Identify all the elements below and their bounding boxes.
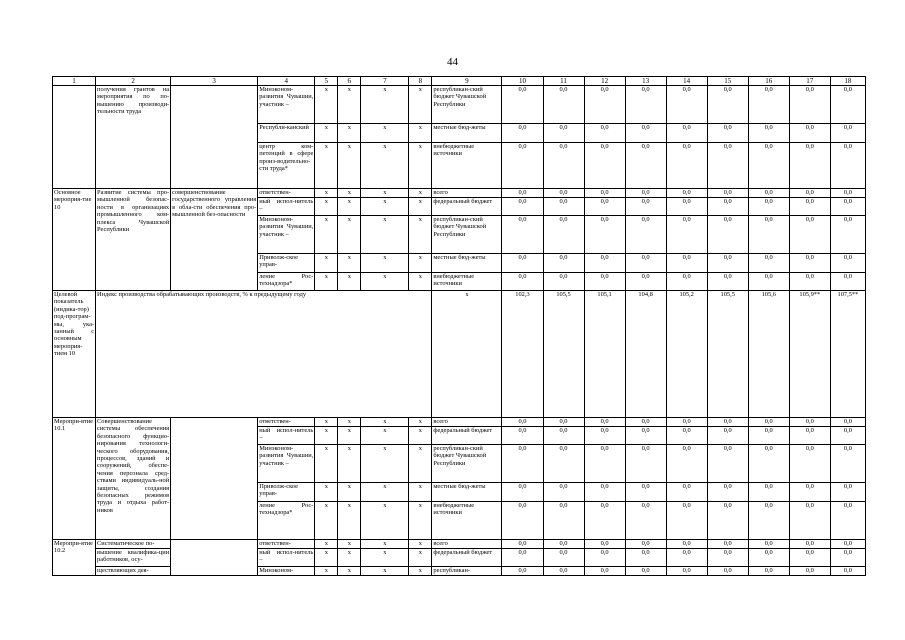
- value-cell: 0,0: [707, 483, 748, 502]
- x-cell: х: [361, 198, 409, 216]
- value-cell: 0,0: [625, 124, 666, 143]
- value-cell: 0,0: [830, 427, 865, 445]
- source-cell: внебюджетные источники: [432, 502, 502, 540]
- x-cell: х: [361, 540, 409, 549]
- cell-empty: [171, 540, 258, 576]
- x-cell: х: [315, 549, 338, 567]
- value-cell: 0,0: [584, 483, 625, 502]
- executor-cell: ответствен-: [258, 540, 315, 549]
- value-cell: 0,0: [748, 124, 789, 143]
- value-cell: 0,0: [707, 540, 748, 549]
- x-cell: х: [338, 549, 361, 567]
- header-cell: 12: [584, 77, 625, 86]
- value-cell: 0,0: [584, 502, 625, 540]
- value-cell: 0,0: [543, 445, 584, 483]
- indicator-value: 104,8: [625, 291, 666, 418]
- header-cell: 3: [171, 77, 258, 86]
- indicator-value: 105,1: [584, 291, 625, 418]
- header-cell: 4: [258, 77, 315, 86]
- x-cell: х: [409, 273, 432, 291]
- value-cell: 0,0: [543, 549, 584, 567]
- value-cell: 0,0: [584, 143, 625, 189]
- value-cell: 0,0: [543, 540, 584, 549]
- source-cell: всего: [432, 418, 502, 427]
- x-cell: х: [361, 254, 409, 273]
- x-cell: х: [338, 418, 361, 427]
- value-cell: 0,0: [789, 254, 830, 273]
- value-cell: 0,0: [707, 273, 748, 291]
- source-cell: местные бюд-жеты: [432, 483, 502, 502]
- value-cell: 0,0: [543, 483, 584, 502]
- executor-cell: центр ком-петенций в сфере произ-водительно-сти труда*: [258, 143, 315, 189]
- value-cell: 0,0: [543, 189, 584, 198]
- indicator-value: 105,6: [748, 291, 789, 418]
- value-cell: 0,0: [502, 549, 543, 567]
- x-cell: х: [409, 124, 432, 143]
- value-cell: 0,0: [625, 143, 666, 189]
- indicator-value: 105,9**: [789, 291, 830, 418]
- indicator-value: 105,5: [543, 291, 584, 418]
- value-cell: 0,0: [625, 216, 666, 254]
- value-cell: 0,0: [707, 198, 748, 216]
- x-cell: х: [361, 124, 409, 143]
- value-cell: 0,0: [748, 427, 789, 445]
- value-cell: 0,0: [707, 189, 748, 198]
- value-cell: 0,0: [666, 198, 707, 216]
- value-cell: 0,0: [830, 124, 865, 143]
- value-cell: 0,0: [584, 418, 625, 427]
- cell-empty: [171, 86, 258, 189]
- x-cell: х: [409, 427, 432, 445]
- executor-cell: ный испол-нитель –: [258, 549, 315, 567]
- header-row: [53, 77, 866, 86]
- value-cell: 0,0: [748, 418, 789, 427]
- x-cell: х: [315, 198, 338, 216]
- x-cell: х: [409, 540, 432, 549]
- value-cell: 0,0: [789, 483, 830, 502]
- value-cell: 0,0: [748, 549, 789, 567]
- value-cell: 0,0: [666, 427, 707, 445]
- value-cell: 0,0: [502, 502, 543, 540]
- header-cell: 13: [625, 77, 666, 86]
- value-cell: 0,0: [625, 86, 666, 124]
- value-cell: 0,0: [584, 549, 625, 567]
- value-cell: 0,0: [543, 198, 584, 216]
- x-cell: х: [338, 540, 361, 549]
- value-cell: 0,0: [543, 427, 584, 445]
- value-cell: 0,0: [748, 198, 789, 216]
- value-cell: 0,0: [666, 567, 707, 576]
- value-cell: 0,0: [502, 540, 543, 549]
- measure-code: Меропри-ятие 10.2: [53, 540, 96, 576]
- page-number: 44: [447, 56, 458, 68]
- value-cell: 0,0: [707, 124, 748, 143]
- source-cell: внебюджетные источники: [432, 143, 502, 189]
- header-cell: 9: [432, 77, 502, 86]
- value-cell: 0,0: [789, 124, 830, 143]
- value-cell: 0,0: [830, 86, 865, 124]
- x-cell: х: [338, 189, 361, 198]
- x-cell: х: [315, 502, 338, 540]
- value-cell: 0,0: [830, 549, 865, 567]
- source-cell: федеральный бюджет: [432, 198, 502, 216]
- program-table: [52, 76, 866, 576]
- measure-task: совершенствование государственного управления в обла-сти обеспечения про-мышленной без-опасности: [171, 189, 258, 291]
- value-cell: 0,0: [748, 86, 789, 124]
- value-cell: 0,0: [502, 445, 543, 483]
- measure-title-line: ществляющих дея-: [96, 567, 171, 576]
- value-cell: 0,0: [748, 216, 789, 254]
- x-cell: х: [409, 445, 432, 483]
- value-cell: 0,0: [707, 567, 748, 576]
- x-cell: х: [361, 427, 409, 445]
- value-cell: 0,0: [789, 502, 830, 540]
- value-cell: 0,0: [625, 273, 666, 291]
- x-cell: х: [315, 86, 338, 124]
- source-cell: республикан-ский бюджет Чувашской Республики: [432, 86, 502, 124]
- x-cell: х: [315, 567, 338, 576]
- value-cell: 0,0: [625, 567, 666, 576]
- value-cell: 0,0: [789, 540, 830, 549]
- value-cell: 0,0: [748, 483, 789, 502]
- value-cell: 0,0: [666, 273, 707, 291]
- value-cell: 0,0: [707, 427, 748, 445]
- x-cell: х: [338, 445, 361, 483]
- value-cell: 0,0: [666, 540, 707, 549]
- value-cell: 0,0: [789, 86, 830, 124]
- x-cell: х: [432, 291, 502, 418]
- value-cell: 0,0: [707, 86, 748, 124]
- x-cell: х: [409, 254, 432, 273]
- value-cell: 0,0: [830, 273, 865, 291]
- value-cell: 0,0: [748, 445, 789, 483]
- table-row: [53, 540, 866, 549]
- header-cell: 8: [409, 77, 432, 86]
- header-cell: 14: [666, 77, 707, 86]
- header-cell: 18: [830, 77, 865, 86]
- value-cell: 0,0: [789, 198, 830, 216]
- measure-code: Основное мероприя-тие 10: [53, 189, 96, 291]
- measure-code: Меропри-ятие 10.1: [53, 418, 96, 540]
- x-cell: х: [361, 216, 409, 254]
- cell-empty: [171, 418, 258, 540]
- indicator-value: 102,3: [502, 291, 543, 418]
- value-cell: 0,0: [707, 418, 748, 427]
- header-cell: 16: [748, 77, 789, 86]
- value-cell: 0,0: [502, 124, 543, 143]
- header-cell: 7: [361, 77, 409, 86]
- x-cell: х: [361, 502, 409, 540]
- value-cell: 0,0: [666, 502, 707, 540]
- value-cell: 0,0: [584, 189, 625, 198]
- x-cell: х: [361, 86, 409, 124]
- value-cell: 0,0: [707, 502, 748, 540]
- value-cell: 0,0: [707, 216, 748, 254]
- value-cell: 0,0: [830, 189, 865, 198]
- source-cell: федеральный бюджет: [432, 427, 502, 445]
- value-cell: 0,0: [789, 216, 830, 254]
- value-cell: 0,0: [625, 445, 666, 483]
- x-cell: х: [315, 483, 338, 502]
- value-cell: 0,0: [625, 189, 666, 198]
- value-cell: 0,0: [543, 502, 584, 540]
- value-cell: 0,0: [666, 483, 707, 502]
- header-cell: 15: [707, 77, 748, 86]
- executor-cell: ление Рос-технадзора*: [258, 502, 315, 540]
- value-cell: 0,0: [707, 143, 748, 189]
- x-cell: х: [361, 418, 409, 427]
- value-cell: 0,0: [502, 86, 543, 124]
- x-cell: х: [409, 143, 432, 189]
- value-cell: 0,0: [666, 86, 707, 124]
- table-row: [53, 189, 866, 198]
- value-cell: 0,0: [748, 540, 789, 549]
- value-cell: 0,0: [830, 143, 865, 189]
- value-cell: 0,0: [748, 567, 789, 576]
- value-cell: 0,0: [666, 418, 707, 427]
- measure-title: Совершенствование системы обеспечения безопасного функцио-нирования технологи-ческого оборудования, процессов, зданий и сооружений, обеспе-чения персонала сред-ствами индивидуаль-ной защиты, создания безопасных режимов труда и отдыха работ-ников: [96, 418, 171, 540]
- value-cell: 0,0: [584, 198, 625, 216]
- value-cell: 0,0: [625, 483, 666, 502]
- x-cell: х: [361, 483, 409, 502]
- measure-title-line: вышение квалифика-ции работников, осу-: [96, 549, 171, 567]
- x-cell: х: [315, 427, 338, 445]
- x-cell: х: [361, 549, 409, 567]
- x-cell: х: [338, 216, 361, 254]
- value-cell: 0,0: [502, 198, 543, 216]
- table-row: [53, 418, 866, 427]
- x-cell: х: [315, 124, 338, 143]
- x-cell: х: [315, 418, 338, 427]
- x-cell: х: [361, 445, 409, 483]
- value-cell: 0,0: [830, 483, 865, 502]
- executor-cell: Минэконом-развития Чувашии, участник –: [258, 216, 315, 254]
- x-cell: х: [338, 254, 361, 273]
- value-cell: 0,0: [584, 567, 625, 576]
- value-cell: 0,0: [502, 143, 543, 189]
- indicator-value: 105,5: [707, 291, 748, 418]
- value-cell: 0,0: [543, 273, 584, 291]
- value-cell: 0,0: [543, 216, 584, 254]
- value-cell: 0,0: [502, 254, 543, 273]
- value-cell: 0,0: [666, 549, 707, 567]
- value-cell: 0,0: [584, 216, 625, 254]
- x-cell: х: [409, 502, 432, 540]
- value-cell: 0,0: [625, 540, 666, 549]
- value-cell: 0,0: [584, 273, 625, 291]
- indicator-text: Индекс производства обрабатывающих производств, % к предыдущему году: [96, 291, 432, 418]
- executor-cell: Республи-канский: [258, 124, 315, 143]
- x-cell: х: [409, 567, 432, 576]
- source-cell: всего: [432, 540, 502, 549]
- value-cell: 0,0: [625, 502, 666, 540]
- value-cell: 0,0: [789, 427, 830, 445]
- value-cell: 0,0: [748, 502, 789, 540]
- x-cell: х: [409, 549, 432, 567]
- executor-cell: ный испол-нитель –: [258, 198, 315, 216]
- value-cell: 0,0: [584, 540, 625, 549]
- value-cell: 0,0: [830, 502, 865, 540]
- value-cell: 0,0: [666, 189, 707, 198]
- x-cell: х: [409, 86, 432, 124]
- value-cell: 0,0: [625, 427, 666, 445]
- x-cell: х: [338, 124, 361, 143]
- value-cell: 0,0: [625, 198, 666, 216]
- source-cell: всего: [432, 189, 502, 198]
- value-cell: 0,0: [584, 445, 625, 483]
- source-cell: внебюджетные источники: [432, 273, 502, 291]
- measure-title: Развитие системы про-мышленной безопас-ности в организациях промышленного ком-плекса Чувашской Республики: [96, 189, 171, 291]
- value-cell: 0,0: [789, 418, 830, 427]
- header-cell: 17: [789, 77, 830, 86]
- source-cell: федеральный бюджет: [432, 549, 502, 567]
- value-cell: 0,0: [748, 189, 789, 198]
- header-cell: 6: [338, 77, 361, 86]
- indicator-value: 105,2: [666, 291, 707, 418]
- value-cell: 0,0: [830, 540, 865, 549]
- value-cell: 0,0: [707, 549, 748, 567]
- value-cell: 0,0: [830, 418, 865, 427]
- value-cell: 0,0: [707, 445, 748, 483]
- value-cell: 0,0: [584, 124, 625, 143]
- value-cell: 0,0: [748, 273, 789, 291]
- value-cell: 0,0: [789, 189, 830, 198]
- value-cell: 0,0: [584, 86, 625, 124]
- x-cell: х: [338, 427, 361, 445]
- x-cell: х: [409, 189, 432, 198]
- target-indicator-row: [53, 291, 866, 418]
- value-cell: 0,0: [789, 273, 830, 291]
- x-cell: х: [338, 502, 361, 540]
- x-cell: х: [361, 567, 409, 576]
- value-cell: 0,0: [789, 445, 830, 483]
- executor-cell: Минэконом-развития Чувашии, участник –: [258, 445, 315, 483]
- x-cell: х: [338, 483, 361, 502]
- value-cell: 0,0: [543, 124, 584, 143]
- header-cell: 11: [543, 77, 584, 86]
- source-cell: республикан-ский бюджет Чувашской Республики: [432, 216, 502, 254]
- x-cell: х: [409, 483, 432, 502]
- value-cell: 0,0: [789, 567, 830, 576]
- value-cell: 0,0: [666, 445, 707, 483]
- x-cell: х: [315, 216, 338, 254]
- source-cell: местные бюд-жеты: [432, 254, 502, 273]
- value-cell: 0,0: [584, 254, 625, 273]
- value-cell: 0,0: [830, 567, 865, 576]
- x-cell: х: [338, 273, 361, 291]
- x-cell: х: [338, 143, 361, 189]
- x-cell: х: [315, 143, 338, 189]
- x-cell: х: [361, 143, 409, 189]
- header-cell: 5: [315, 77, 338, 86]
- x-cell: х: [315, 189, 338, 198]
- x-cell: х: [338, 86, 361, 124]
- value-cell: 0,0: [830, 216, 865, 254]
- value-cell: 0,0: [502, 427, 543, 445]
- value-cell: 0,0: [707, 254, 748, 273]
- value-cell: 0,0: [666, 124, 707, 143]
- value-cell: 0,0: [502, 216, 543, 254]
- value-cell: 0,0: [830, 445, 865, 483]
- value-cell: 0,0: [830, 254, 865, 273]
- value-cell: 0,0: [789, 143, 830, 189]
- header-cell: 2: [96, 77, 171, 86]
- value-cell: 0,0: [584, 427, 625, 445]
- measure-title: получения грантов на мероприятия по по-вышению производи-тельности труда: [96, 86, 171, 189]
- measure-title-line: Систематическое по-: [96, 540, 171, 549]
- source-cell: местные бюд-жеты: [432, 124, 502, 143]
- executor-cell: Минэконом-: [258, 567, 315, 576]
- x-cell: х: [409, 198, 432, 216]
- cell-empty: [53, 86, 96, 189]
- executor-cell: ный испол-нитель –: [258, 427, 315, 445]
- executor-cell: ответствен-: [258, 189, 315, 198]
- value-cell: 0,0: [502, 567, 543, 576]
- indicator-label: Целевой показатель (индика-тор) под-програм-мы, ука-занный с основным мероприя-тием 10: [53, 291, 96, 418]
- executor-cell: ответствен-: [258, 418, 315, 427]
- x-cell: х: [338, 567, 361, 576]
- header-cell: 1: [53, 77, 96, 86]
- x-cell: х: [361, 273, 409, 291]
- x-cell: х: [338, 198, 361, 216]
- x-cell: х: [361, 189, 409, 198]
- x-cell: х: [315, 445, 338, 483]
- value-cell: 0,0: [748, 254, 789, 273]
- value-cell: 0,0: [543, 143, 584, 189]
- value-cell: 0,0: [625, 254, 666, 273]
- value-cell: 0,0: [748, 143, 789, 189]
- x-cell: х: [315, 273, 338, 291]
- source-cell: республикан-: [432, 567, 502, 576]
- header-cell: 10: [502, 77, 543, 86]
- x-cell: х: [315, 254, 338, 273]
- value-cell: 0,0: [543, 567, 584, 576]
- executor-cell: Приволж-ское управ-: [258, 483, 315, 502]
- value-cell: 0,0: [789, 549, 830, 567]
- table-row: [53, 86, 866, 124]
- executor-cell: ление Рос-технадзора*: [258, 273, 315, 291]
- value-cell: 0,0: [502, 483, 543, 502]
- value-cell: 0,0: [543, 254, 584, 273]
- value-cell: 0,0: [502, 418, 543, 427]
- value-cell: 0,0: [543, 86, 584, 124]
- value-cell: 0,0: [666, 143, 707, 189]
- value-cell: 0,0: [666, 254, 707, 273]
- source-cell: республикан-ский бюджет Чувашской Республики: [432, 445, 502, 483]
- value-cell: 0,0: [502, 273, 543, 291]
- executor-cell: Минэконом-развития Чувашии, участник –: [258, 86, 315, 124]
- value-cell: 0,0: [625, 418, 666, 427]
- value-cell: 0,0: [830, 198, 865, 216]
- executor-cell: Приволж-ское управ-: [258, 254, 315, 273]
- x-cell: х: [409, 216, 432, 254]
- indicator-value: 107,5**: [830, 291, 865, 418]
- value-cell: 0,0: [543, 418, 584, 427]
- value-cell: 0,0: [502, 189, 543, 198]
- x-cell: х: [315, 540, 338, 549]
- value-cell: 0,0: [625, 549, 666, 567]
- x-cell: х: [409, 418, 432, 427]
- value-cell: 0,0: [666, 216, 707, 254]
